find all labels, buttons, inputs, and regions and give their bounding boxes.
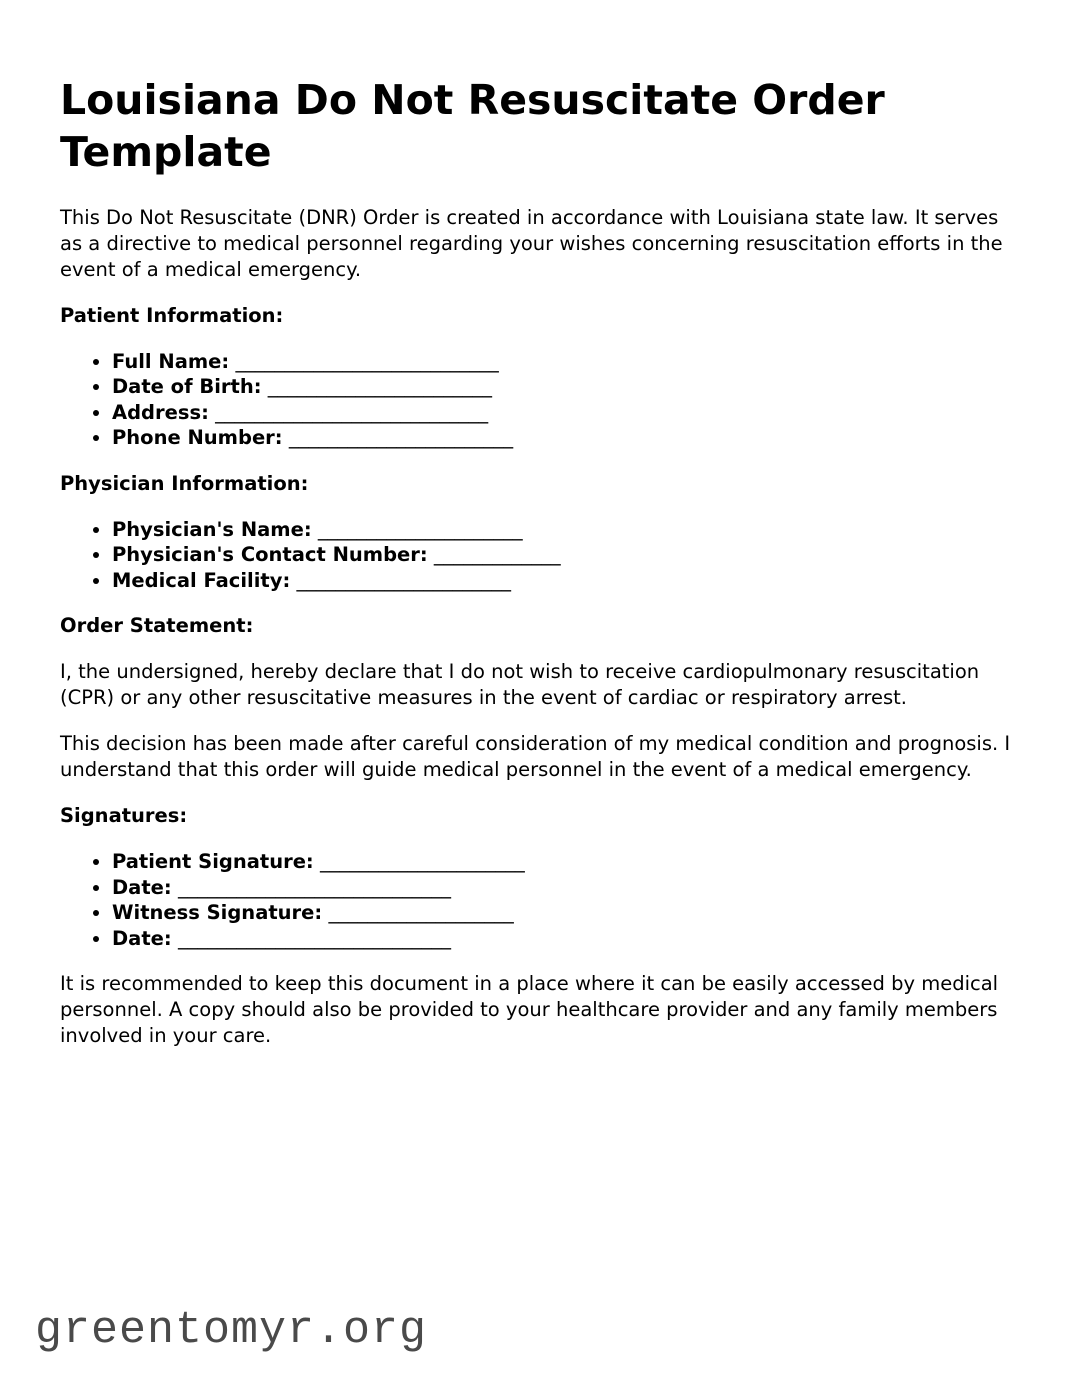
field-blank-line: _______________________ <box>288 426 514 450</box>
field-blank-line: ____________________________ <box>177 926 451 950</box>
field-medical-facility <box>112 568 1011 594</box>
closing-paragraph: It is recommended to keep this document in a place where it can be easily accessed by medical personnel. A copy should also be provided to your healthcare provider and any family members involved in your care. <box>60 972 999 1048</box>
field-patient-signature-date <box>112 875 1011 901</box>
field-blank-line: ___________________ <box>328 901 514 925</box>
field-blank-line: _____________ <box>433 543 561 567</box>
field-label: Patient Signature: <box>112 850 314 874</box>
order-statement-heading: Order Statement: <box>60 614 254 638</box>
intro-paragraph: This Do Not Resuscitate (DNR) Order is created in accordance with Louisiana state law. It serves as a directive to medical personnel regarding your wishes concerning resuscitation efforts in the event of a medical emergency. <box>60 205 1003 281</box>
field-blank-line: _______________________ <box>267 375 493 399</box>
footer-watermark: greentomyr.org <box>35 1305 428 1356</box>
field-address <box>112 400 1011 426</box>
patient-info-heading: Patient Information: <box>60 303 284 327</box>
field-label: Address: <box>112 400 209 424</box>
field-witness-signature-date <box>112 926 1011 952</box>
field-blank-line: _____________________ <box>319 850 525 874</box>
field-blank-line: ______________________ <box>296 568 511 592</box>
field-physician-contact <box>112 542 1011 568</box>
field-label: Phone Number: <box>112 426 283 450</box>
field-blank-line: ___________________________ <box>235 349 499 373</box>
field-label: Physician's Name: <box>112 517 312 541</box>
field-label: Physician's Contact Number: <box>112 543 428 567</box>
field-blank-line: ____________________________ <box>177 875 451 899</box>
patient-info-list <box>60 349 1011 451</box>
field-label: Full Name: <box>112 349 230 373</box>
field-label: Date of Birth: <box>112 375 262 399</box>
field-witness-signature <box>112 900 1011 926</box>
field-label: Date: <box>112 875 172 899</box>
field-label: Date: <box>112 926 172 950</box>
field-label: Medical Facility: <box>112 568 291 592</box>
field-label: Witness Signature: <box>112 901 323 925</box>
field-blank-line: _____________________ <box>317 517 523 541</box>
field-phone-number <box>112 425 1011 451</box>
order-statement-paragraph-1: I, the undersigned, hereby declare that I do not wish to receive cardiopulmonary resuscitation (CPR) or any other resuscitative measures in the event of cardiac or respiratory arrest. <box>60 660 980 710</box>
field-patient-signature <box>112 849 1011 875</box>
physician-info-heading: Physician Information: <box>60 471 309 495</box>
signatures-list <box>60 849 1011 951</box>
signatures-heading: Signatures: <box>60 804 188 828</box>
field-blank-line: ____________________________ <box>215 400 489 424</box>
order-statement-paragraph-2: This decision has been made after careful consideration of my medical condition and prognosis. I understand that this order will guide medical personnel in the event of a medical emergency. <box>60 732 1011 782</box>
field-date-of-birth <box>112 374 1011 400</box>
physician-info-list <box>60 517 1011 594</box>
page-title: Louisiana Do Not Resuscitate Order Template <box>60 76 885 177</box>
field-full-name <box>112 349 1011 375</box>
field-physician-name <box>112 517 1011 543</box>
